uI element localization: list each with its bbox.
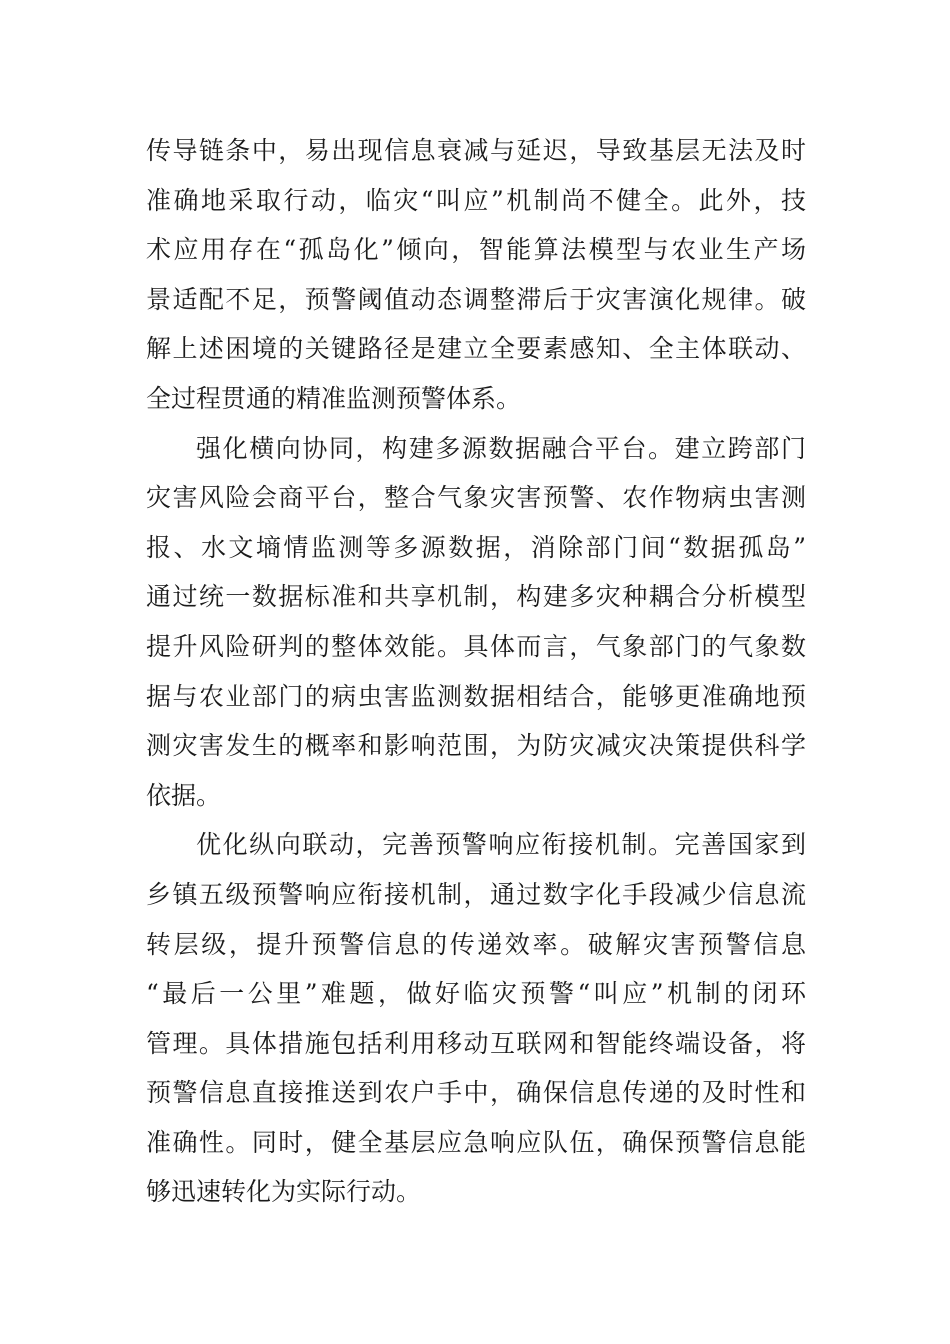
paragraph-2-line-7: 测灾害发生的概率和影响范围，为防灾减灾决策提供科学 <box>146 731 806 761</box>
body-text <box>146 126 806 1217</box>
paragraph-2-line-4: 通过统一数据标准和共享机制，构建多灾种耦合分析模型 <box>146 582 806 612</box>
paragraph-2-line-3: 报、水文墒情监测等多源数据，消除部门间“数据孤岛” <box>146 532 806 562</box>
paragraph-1-line-6: 全过程贯通的精准监测预警体系。 <box>146 383 522 413</box>
paragraph-1-line-5: 解上述困境的关键路径是建立全要素感知、全主体联动、 <box>146 334 806 364</box>
paragraph-3-line-8: 够迅速转化为实际行动。 <box>146 1177 422 1207</box>
paragraph-3-line-7: 准确性。同时，健全基层应急响应队伍，确保预警信息能 <box>146 1127 806 1157</box>
paragraph-1-line-2: 准确地采取行动，临灾“叫应”机制尚不健全。此外，技 <box>146 185 806 215</box>
paragraph-3-line-5: 管理。具体措施包括利用移动互联网和智能终端设备，将 <box>146 1028 806 1058</box>
paragraph-3-line-3: 转层级，提升预警信息的传递效率。破解灾害预警信息 <box>146 929 806 959</box>
paragraph-1-line-4: 景适配不足，预警阈值动态调整滞后于灾害演化规律。破 <box>146 284 806 314</box>
paragraph-3-line-1: 优化纵向联动，完善预警响应衔接机制。完善国家到 <box>196 830 806 860</box>
paragraph-3-line-6: 预警信息直接推送到农户手中，确保信息传递的及时性和 <box>146 1078 806 1108</box>
paragraph-2-line-5: 提升风险研判的整体效能。具体而言，气象部门的气象数 <box>146 631 806 661</box>
paragraph-2-line-8: 依据。 <box>146 780 222 810</box>
paragraph-1-line-3: 术应用存在“孤岛化”倾向，智能算法模型与农业生产场 <box>146 235 806 265</box>
paragraph-3-line-4: “最后一公里”难题，做好临灾预警“叫应”机制的闭环 <box>146 979 806 1009</box>
paragraph-1-line-1: 传导链条中，易出现信息衰减与延迟，导致基层无法及时 <box>146 136 806 165</box>
paragraph-3-line-2: 乡镇五级预警响应衔接机制，通过数字化手段减少信息流 <box>146 879 806 909</box>
paragraph-2-line-6: 据与农业部门的病虫害监测数据相结合，能够更准确地预 <box>146 681 806 711</box>
paragraph-2-line-1: 强化横向协同，构建多源数据融合平台。建立跨部门 <box>196 433 806 463</box>
paragraph-2-line-2: 灾害风险会商平台，整合气象灾害预警、农作物病虫害测 <box>146 483 806 513</box>
